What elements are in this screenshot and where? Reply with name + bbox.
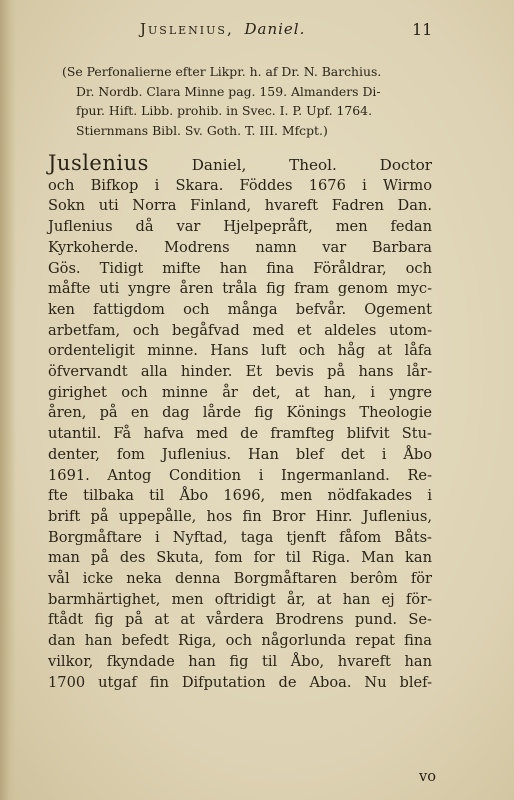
reference-line: fpur. Hift. Libb. prohib. in Svec. I. P. Upf. 1764. (76, 103, 373, 119)
entry-line: Borgmåftare i Nyftad, taga tjenft fåfom Båts- (48, 528, 432, 546)
entry-line: Kyrkoherde. Modrens namn var Barbara (48, 238, 432, 256)
catchword: vo (418, 768, 436, 785)
reference-line: Stiernmans Bibl. Sv. Goth. T. III. Mfcpt.) (76, 122, 328, 138)
entry-line: ordenteligit minne. Hans luft och håg at låfa (48, 342, 432, 360)
entry-text (48, 153, 432, 693)
entry-line: Gös. Tidigt mifte han fina Föråldrar, och (48, 259, 432, 277)
entry-line: utantil. Få hafva med de framfteg blifvit Stu- (48, 425, 432, 443)
entry-line: ftådt fig på at at vårdera Brodrens pund. Se- (48, 611, 432, 629)
entry-line: Juflenius då var Hjelpepråft, men fedan (48, 218, 432, 236)
entry-first-line (48, 153, 432, 176)
entry-line: 1700 utgaf fin Difputation de Aboa. Nu blef- (48, 673, 432, 691)
entry-line: måfte uti yngre åren tråla fig fram genom myc- (48, 280, 432, 298)
entry-line: och Bifkop i Skara. Föddes 1676 i Wirmo (48, 176, 432, 194)
reference-note (62, 62, 434, 140)
entry-line: denter, fom Juflenius. Han blef det i Åbo (48, 445, 432, 463)
page-gutter-shadow (0, 0, 16, 800)
entry-line: vilkor, fkyndade han fig til Åbo, hvareft han (48, 652, 432, 670)
reference-line: Dr. Nordb. Clara Minne pag. 159. Almanders Di- (76, 83, 381, 99)
entry-line: ken fattigdom och många befvår. Ogement (48, 300, 432, 318)
entry-line: 1691. Antog Condition i Ingermanland. Re- (48, 466, 432, 484)
entry-line: barmhärtighet, men oftridigt år, at han ej för- (48, 590, 432, 608)
running-header: Juslenius, Daniel. 11 (140, 20, 433, 39)
page-number: 11 (412, 20, 433, 39)
reference-line: (Se Perfonalierne efter Likpr. h. af Dr. N. Barchius. (62, 64, 382, 79)
header-surname: Juslenius (140, 20, 227, 38)
entry-line: dan han befedt Riga, och någorlunda repat fina (48, 632, 432, 650)
entry-line: Sokn uti Norra Finland, hvareft Fadren Dan. (48, 197, 432, 215)
entry-line: brift på uppepålle, hos fin Bror Hinr. Juflenius, (48, 507, 432, 525)
header-first-name: Daniel. (244, 20, 306, 38)
entry-line: vål icke neka denna Borgmåftaren berôm för (48, 570, 432, 588)
entry-line: åren, på en dag lårde fig Könings Theologie (48, 404, 432, 422)
entry-line: öfvervandt alla hinder. Et bevis på hans lår- (48, 363, 432, 381)
entry-first-line-rest: Daniel, Theol. Doctor (191, 156, 432, 174)
entry-line: arbetfam, och begåfvad med et aldeles utom- (48, 321, 432, 339)
entry-headword: Juslenius (48, 151, 149, 175)
entry-line: fte tilbaka til Åbo 1696, men nödfakades i (48, 487, 432, 505)
entry-line: girighet och minne år det, at han, i yngre (48, 383, 432, 401)
entry-line: man på des Skuta, fom for til Riga. Man kan (48, 549, 432, 567)
